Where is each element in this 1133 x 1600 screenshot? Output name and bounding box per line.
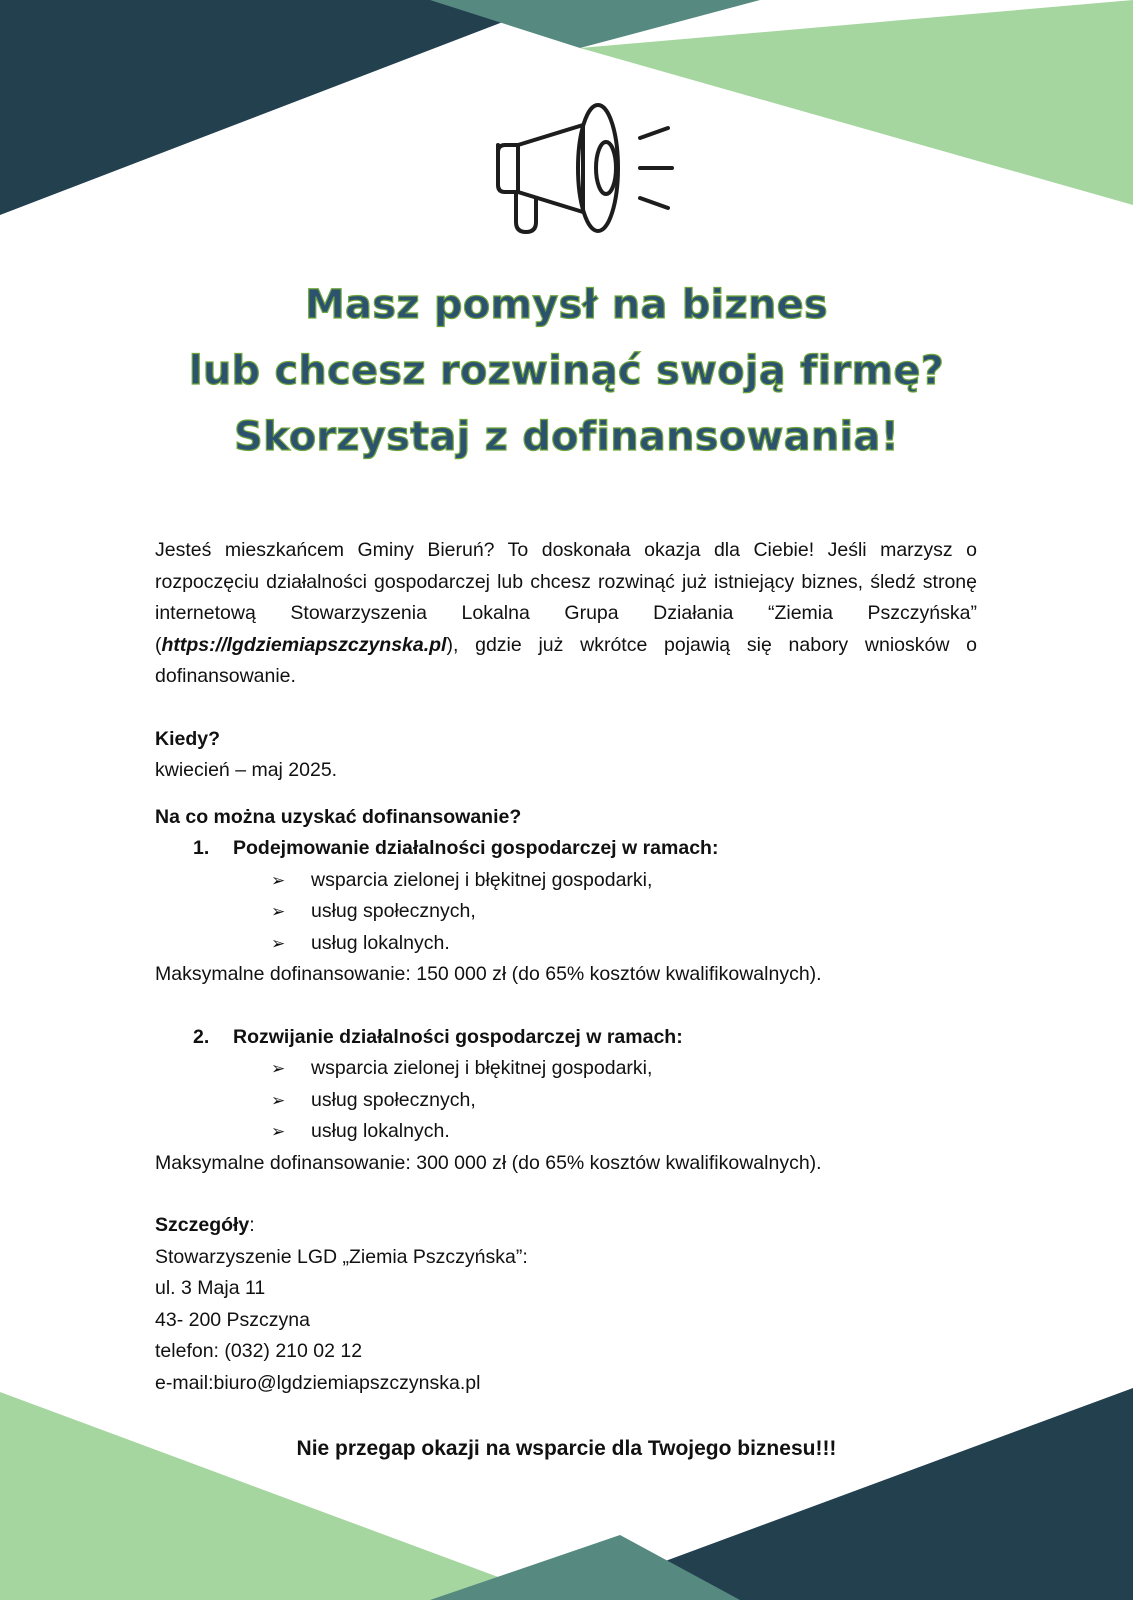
details-city: 43- 200 Pszczyna <box>155 1308 311 1331</box>
section-1-heading <box>193 833 977 865</box>
section-1-number: 1. <box>193 837 210 859</box>
arrowhead-bullet-icon: ➢ <box>271 1090 286 1110</box>
list-item-text: usług lokalnych. <box>311 1120 450 1142</box>
section-2-heading <box>193 1022 977 1054</box>
list-item <box>271 865 977 897</box>
headline <box>0 272 1133 470</box>
list-item <box>271 1085 977 1117</box>
main-content <box>155 535 977 1399</box>
details-heading-colon: : <box>249 1214 255 1236</box>
headline-line-1: Masz pomysł na biznes <box>305 282 828 328</box>
headline-line-3: Skorzystaj z dofinansowania! <box>233 414 900 460</box>
arrowhead-bullet-icon: ➢ <box>271 1059 286 1078</box>
top-left-navy-triangle <box>0 0 560 215</box>
intro-text-after: ), gdzie już wkrótce pojawią się nabory wniosków o dofinansowanie. <box>155 633 977 687</box>
section-1-title: Podejmowanie działalności gospodarczej w ramach: <box>233 837 719 859</box>
details-phone: telefon: (032) 210 02 12 <box>155 1340 363 1362</box>
list-item <box>271 928 977 960</box>
arrowhead-bullet-icon: ➢ <box>271 933 286 953</box>
arrowhead-bullet-icon: ➢ <box>271 870 286 890</box>
details-heading <box>155 1210 977 1242</box>
arrowhead-bullet-icon: ➢ <box>271 1122 286 1141</box>
bottom-left-green-triangle <box>0 1392 560 1600</box>
list-item <box>271 1116 977 1148</box>
section-2-title: Rozwijanie działalności gospodarczej w ramach: <box>233 1025 683 1048</box>
section-2-list <box>155 1053 977 1148</box>
list-item-text: wsparcia zielonej i błękitnej gospodarki, <box>311 1057 653 1079</box>
intro-paragraph <box>155 535 977 693</box>
list-item <box>271 1053 977 1085</box>
list-item <box>271 896 977 928</box>
megaphone-icon <box>488 100 688 240</box>
list-item-text: wsparcia zielonej i błękitnej gospodarki, <box>311 868 653 891</box>
section-1-max-funding: Maksymalne dofinansowanie: 150 000 zł (do 65% kosztów kwalifikowalnych). <box>155 963 822 985</box>
headline-line-2: lub chcesz rozwinąć swoją firmę? <box>188 348 945 394</box>
details-heading-label: Szczegóły <box>155 1214 250 1236</box>
funding-heading: Na co można uzyskać dofinansowanie? <box>155 805 522 828</box>
details-org-name: Stowarzyszenie LGD „Ziemia Pszczyńska”: <box>155 1245 528 1268</box>
list-item-text: usług społecznych, <box>311 900 476 922</box>
when-heading: Kiedy? <box>155 727 221 750</box>
list-item-text: usług społecznych, <box>311 1088 476 1111</box>
section-2-max-funding: Maksymalne dofinansowanie: 300 000 zł (do 65% kosztów kwalifikowalnych). <box>155 1151 822 1174</box>
section-1-list <box>155 865 977 960</box>
details-email[interactable]: e-mail:biuro@lgdziemiapszczynska.pl <box>155 1371 481 1394</box>
section-2-number: 2. <box>193 1025 210 1048</box>
website-link[interactable]: https://lgdziemiapszczynska.pl <box>161 633 447 656</box>
list-item-text: usług lokalnych. <box>311 931 450 954</box>
closing-call-to-action: Nie przegap okazji na wsparcie dla Twojego biznesu!!! <box>296 1437 837 1460</box>
arrowhead-bullet-icon: ➢ <box>271 902 286 921</box>
when-value: kwiecień – maj 2025. <box>155 759 338 781</box>
intro-text-before: Jesteś mieszkańcem Gminy Bieruń? To doskonała okazja dla Ciebie! Jeśli marzysz o rozpoczęciu działalności gospodarczej lub chcesz rozwinąć już istniejący biznes, śledź stronę internetową Stowarzyszenia Lokalna Grupa Działania “Ziemia Pszczyńska” ( <box>155 539 977 656</box>
details-street: ul. 3 Maja 11 <box>155 1277 266 1299</box>
